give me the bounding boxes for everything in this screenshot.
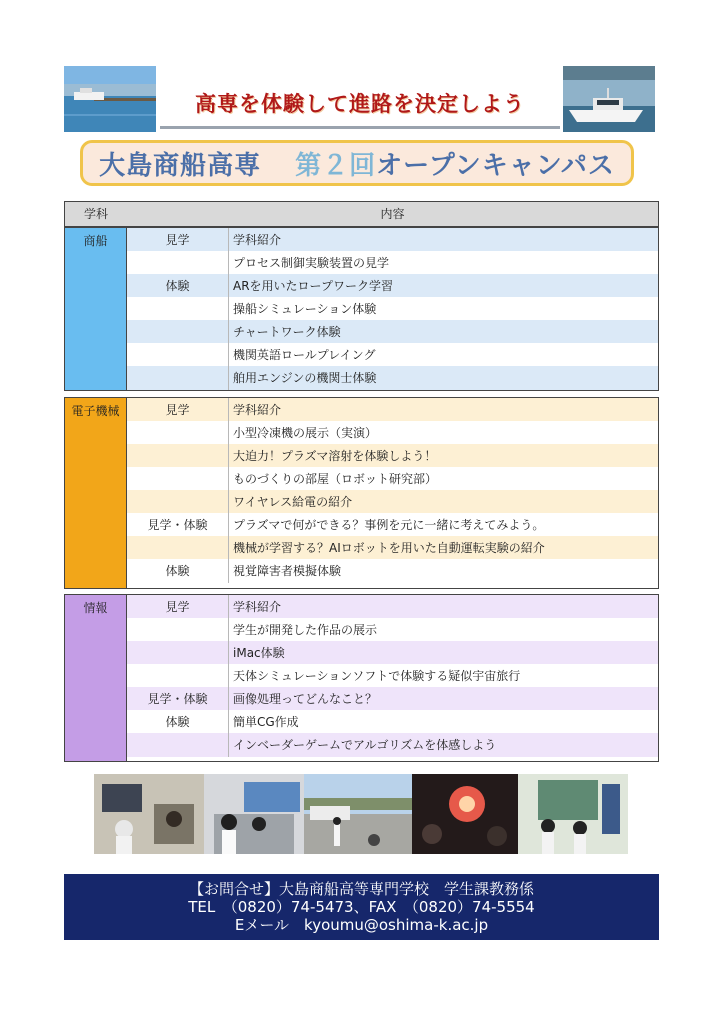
- simulator-photo: [204, 774, 304, 854]
- activity-type: [127, 343, 229, 367]
- contact-footer: [64, 874, 659, 940]
- table-row: [127, 343, 658, 367]
- dept-label: 電子機械: [65, 398, 127, 588]
- activity-content: 操船シミュレーション体験: [233, 302, 377, 316]
- dept-section-joho: [64, 594, 659, 762]
- outdoor-photo: [304, 774, 412, 854]
- harbor-photo: [64, 66, 156, 132]
- dept-label: 商船: [65, 228, 127, 390]
- activity-content: 学生が開発した作品の展示: [233, 623, 378, 637]
- activity-content: インベーダーゲームでアルゴリズムを体感しよう: [233, 738, 497, 752]
- activity-content: プラズマで何ができる？事例を元に一緒に考えてみよう。: [233, 518, 545, 532]
- activity-content: プロセス制御実験装置の見学: [233, 256, 390, 270]
- table-row: [127, 687, 658, 711]
- activity-type: [127, 297, 229, 321]
- activity-content: 学科紹介: [233, 403, 282, 417]
- activity-type: [127, 536, 229, 560]
- activity-content: チャートワーク体験: [233, 325, 341, 339]
- table-row: [127, 274, 658, 298]
- table-row: [127, 320, 658, 344]
- table-row: [127, 618, 658, 642]
- activity-type: 体験: [127, 710, 229, 734]
- activity-type: 見学・体験: [127, 513, 229, 537]
- plasma-photo: [412, 774, 518, 854]
- schedule-table-header: [64, 201, 659, 228]
- activity-content: 学科紹介: [233, 233, 282, 247]
- table-row: [127, 228, 658, 252]
- activity-type: 見学: [127, 228, 229, 252]
- activity-type: [127, 467, 229, 491]
- activity-type: [127, 320, 229, 344]
- table-row: [127, 536, 658, 560]
- activity-type: [127, 444, 229, 468]
- table-row: [127, 513, 658, 537]
- event-banner: [80, 140, 634, 186]
- activity-content: ワイヤレス給電の紹介: [233, 495, 353, 509]
- activity-content: 小型冷凍機の展示（実演）: [233, 426, 378, 440]
- activity-content: iMac体験: [233, 646, 285, 660]
- table-row: [127, 664, 658, 688]
- tagline: 高専を体験して進路を決定しよう: [195, 92, 525, 116]
- activity-type: [127, 664, 229, 688]
- activity-content: 機関英語ロールプレイング: [233, 348, 376, 362]
- activity-type: [127, 251, 229, 275]
- workshop-photo: [518, 774, 628, 854]
- dept-section-denshi-kikai: [64, 397, 659, 589]
- table-row: [127, 297, 658, 321]
- activity-type: [127, 733, 229, 757]
- table-row: [127, 641, 658, 665]
- activity-content: 画像処理ってどんなこと？: [233, 692, 378, 706]
- table-row: [127, 595, 658, 619]
- table-row: [127, 421, 658, 445]
- banner-event: オープンキャンパス: [376, 150, 615, 181]
- activity-content: ものづくりの部屋（ロボット研究部）: [233, 472, 438, 486]
- activity-content: 簡単CG作成: [233, 715, 299, 729]
- campus-photo-strip: [94, 774, 628, 854]
- banner-edition: 第２回: [295, 150, 377, 181]
- dept-label: 情報: [65, 595, 127, 761]
- activity-type: 体験: [127, 274, 229, 298]
- activity-type: [127, 641, 229, 665]
- table-row: [127, 398, 658, 422]
- col-dept-header: 学科: [83, 207, 108, 221]
- activity-content: 大迫力！プラズマ溶射を体験しよう！: [233, 449, 437, 463]
- activity-type: [127, 490, 229, 514]
- boat-photo: [563, 66, 655, 132]
- activity-type: [127, 366, 229, 390]
- table-row: [127, 490, 658, 514]
- lab-photo: [94, 774, 204, 854]
- dept-section-shosen: [64, 227, 659, 391]
- contact-email: Eメール kyoumu@oshima-k.ac.jp: [234, 916, 489, 934]
- banner-school: 大島商船高専: [99, 150, 262, 181]
- contact-phone-fax: TEL （0820）74-5473、FAX （0820）74-5554: [188, 898, 535, 916]
- table-row: [127, 733, 658, 757]
- contact-department: 【お問合せ】大島商船高等専門学校 学生課教務係: [188, 880, 534, 898]
- activity-type: 体験: [127, 559, 229, 583]
- activity-content: 機械が学習する？AIロボットを用いた自動運転実験の紹介: [233, 541, 545, 555]
- activity-content: 天体シミュレーションソフトで体験する疑似宇宙旅行: [233, 669, 521, 683]
- header-divider: [160, 126, 560, 129]
- activity-type: 見学: [127, 398, 229, 422]
- activity-content: 学科紹介: [233, 600, 282, 614]
- activity-content: 舶用エンジンの機関士体験: [233, 371, 377, 385]
- activity-type: [127, 618, 229, 642]
- col-content-header: 内容: [380, 207, 405, 221]
- activity-type: [127, 421, 229, 445]
- table-row: [127, 467, 658, 491]
- activity-type: 見学: [127, 595, 229, 619]
- activity-content: ARを用いたロープワーク学習: [233, 279, 393, 293]
- table-row: [127, 444, 658, 468]
- table-row: [127, 251, 658, 275]
- table-row: [127, 559, 658, 583]
- activity-type: 見学・体験: [127, 687, 229, 711]
- table-row: [127, 366, 658, 390]
- activity-content: 視覚障害者模擬体験: [233, 564, 342, 578]
- table-row: [127, 710, 658, 734]
